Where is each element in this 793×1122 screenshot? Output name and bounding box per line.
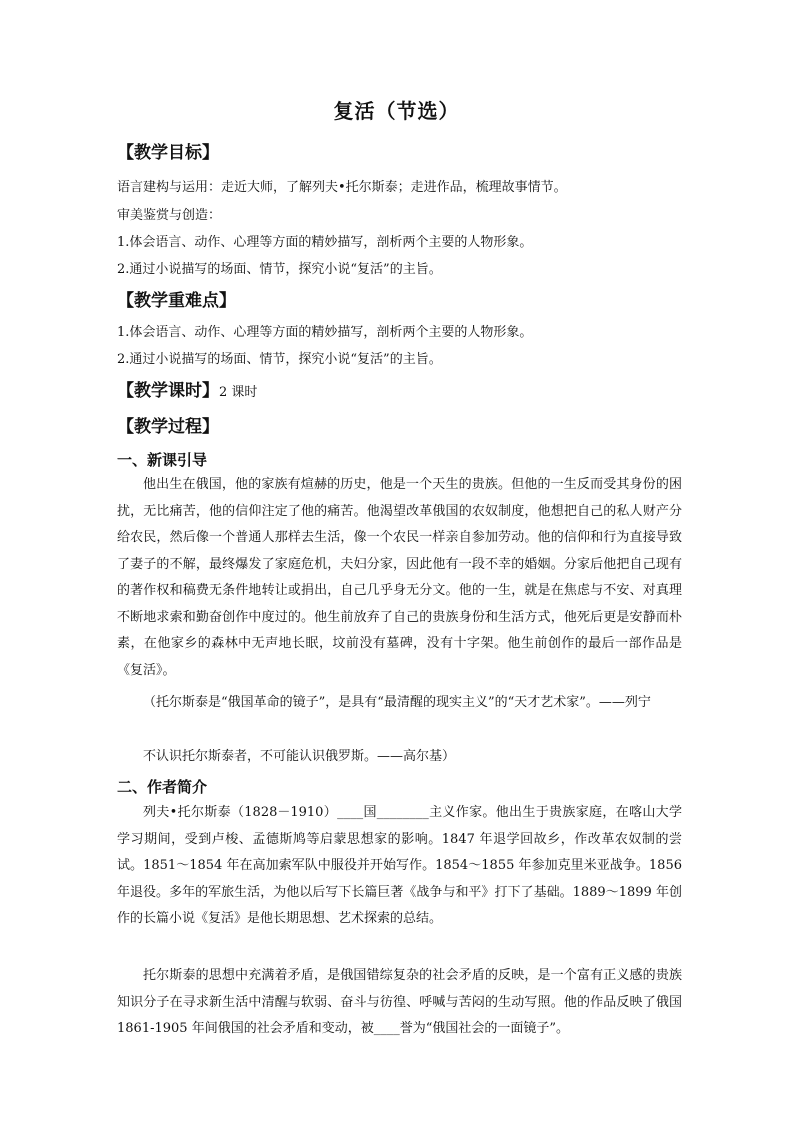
- quote-lenin: （托尔斯泰是“俄国革命的镜子”，是具有“最清醒的现实主义”的“天才艺术家”。——列宁: [143, 695, 651, 710]
- goals-heading: 【教学目标】: [117, 143, 219, 163]
- key-points-line-2: 2.通过小说描写的场面、情节，探究小说“复活”的主旨。: [117, 352, 442, 367]
- goals-line-1: 语言建构与运用：走近大师，了解列夫•托尔斯泰；走进作品，梳理故事情节。: [117, 180, 567, 195]
- quote-gorky: 不认识托尔斯泰者，不可能认识俄罗斯。——高尔基）: [143, 749, 456, 764]
- author-bio-paragraph: 列夫•托尔斯泰（1828－1910）____国________主义作家。他出生于贵族家庭，在喀山大学学习期间，受到卢梭、孟德斯鸠等启蒙思想家的影响。1847 年退学回故乡，作改革农奴制的尝试。1851～1854 年在高加索军队中服役并开始写作。1854～1855 年参加克里米亚战争。1856 年退役。多年的军旅生活，为他以后写下长篇巨著《战争与和平》打下了基础。1889～1899 年创作的长篇小说《复活》是他长期思想、艺术探索的总结。: [117, 805, 682, 926]
- section-author-heading: 二、作者简介: [117, 778, 208, 796]
- document-title: 复活（节选）: [333, 99, 460, 123]
- key-points-heading: 【教学重难点】: [117, 291, 236, 311]
- hours-heading: [117, 376, 257, 401]
- intro-paragraph: 他出生在俄国，他的家族有煊赫的历史，他是一个天生的贵族。但他的一生反而受其身份的困扰，无比痛苦，他的信仰注定了他的痛苦。他渴望改革俄国的农奴制度，他想把自己的私人财产分给农民，然后像一个普通人那样去生活，像一个农民一样亲自参加劳动。他的信仰和行为直接导致了妻子的不解，最终爆发了家庭危机，夫妇分家，因此他有一段不幸的婚姻。分家后他把自己现有的著作权和稿费无条件地转让或捐出，自己几乎身无分文。他的一生，就是在焦虑与不安、对真理不断地求索和勤奋创作中度过的。他生前放弃了自己的贵族身份和生活方式，他死后更是安静而朴素，在他家乡的森林中无声地长眠，坟前没有墓碑，没有十字架。他生前创作的最后一部作品是《复活》。: [117, 477, 682, 678]
- process-heading: 【教学过程】: [117, 417, 219, 437]
- key-points-line-1: 1.体会语言、动作、心理等方面的精妙描写，剖析两个主要的人物形象。: [117, 325, 533, 340]
- goals-line-2: 审美鉴赏与创造：: [117, 208, 222, 223]
- hours-heading-label: 【教学课时】: [117, 381, 219, 401]
- section-intro-heading: 一、新课引导: [117, 451, 208, 469]
- goals-line-4: 2.通过小说描写的场面、情节，探究小说“复活”的主旨。: [117, 262, 442, 277]
- goals-line-3: 1.体会语言、动作、心理等方面的精妙描写，剖析两个主要的人物形象。: [117, 235, 533, 250]
- author-thought-paragraph: 托尔斯泰的思想中充满着矛盾，是俄国错综复杂的社会矛盾的反映，是一个富有正义感的贵族知识分子在寻求新生活中清醒与软弱、奋斗与彷徨、呼喊与苦闷的生动写照。他的作品反映了俄国 1861-1905 年间俄国的社会矛盾和变动，被____誉为“俄国社会的一面镜子”。: [117, 968, 682, 1036]
- hours-value: 2 课时: [219, 385, 258, 400]
